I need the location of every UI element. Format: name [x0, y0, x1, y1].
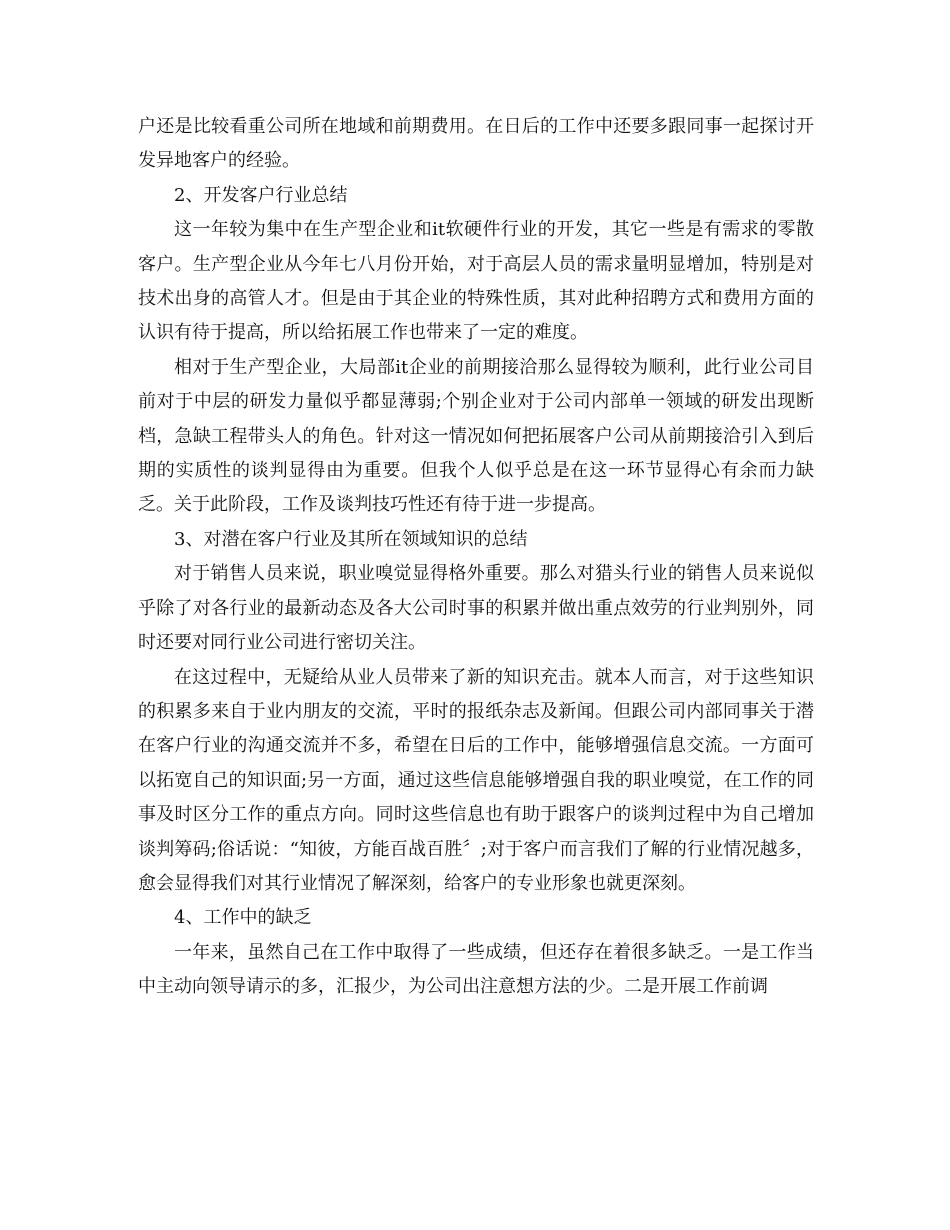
paragraph-it-enterprises: 相对于生产型企业，大局部it企业的前期接洽那么显得较为顺利，此行业公司目前对于中层的研发力量似乎都显薄弱;个别企业对于公司内部单一领域的研发出现断档，急缺工程带头人的角色。针对这一情况如何把拓展客户公司从前期接洽引入到后期的实质性的谈判显得由为重要。但我个人似乎总是在这一环节显得心有余而力缺乏。关于此阶段，工作及谈判技巧性还有待于进一步提高。 [138, 356, 814, 516]
paragraph-sales-instinct: 对于销售人员来说，职业嗅觉显得格外重要。那么对猎头行业的销售人员来说似乎除了对各行业的最新动态及各大公司时事的积累并做出重点效劳的行业判别外，同时还要对同行业公司进行密切关注。 [138, 563, 814, 654]
paragraph-knowledge-exchange: 在这过程中，无疑给从业人员带来了新的知识充击。就本人而言，对于这些知识的积累多来自于业内朋友的交流，平时的报纸杂志及新闻。但跟公司内部同事关于潜在客户行业的沟通交流并不多，希望在日后的工作中，能够增强信息交流。一方面可以拓宽自己的知识面;另一方面，通过这些信息能够增强自我的职业嗅觉，在工作的同事及时区分工作的重点方向。同时这些信息也有助于跟客户的谈判过程中为自己增加谈判筹码;俗话说：“知彼，方能百战百胜〞;对于客户而言我们了解的行业情况越多，愈会显得我们对其行业情况了解深刻，给客户的专业形象也就更深刻。 [138, 666, 814, 894]
paragraph-shortcomings: 一年来，虽然自己在工作中取得了一些成绩，但还存在着很多缺乏。一是工作当中主动向领导请示的多，汇报少，为公司出注意想方法的少。二是开展工作前调 [138, 941, 814, 998]
section-heading-4: 4、工作中的缺乏 [174, 907, 312, 929]
paragraph-industry-summary: 这一年较为集中在生产型企业和it软硬件行业的开发，其它一些是有需求的零散客户。生产型企业从今年七八月份开始，对于高层人员的需求量明显增加，特别是对技术出身的高管人才。但是由于其企业的特殊性质，其对此种招聘方式和费用方面的认识有待于提高，所以给拓展工作也带来了一定的难度。 [138, 219, 814, 344]
document-body [138, 110, 814, 1005]
paragraph-intro-continuation: 户还是比较看重公司所在地域和前期费用。在日后的工作中还要多跟同事一起探讨开发异地客户的经验。 [138, 116, 814, 172]
section-heading-2: 2、开发客户行业总结 [174, 184, 348, 206]
section-heading-3: 3、对潜在客户行业及其所在领域知识的总结 [174, 528, 528, 550]
